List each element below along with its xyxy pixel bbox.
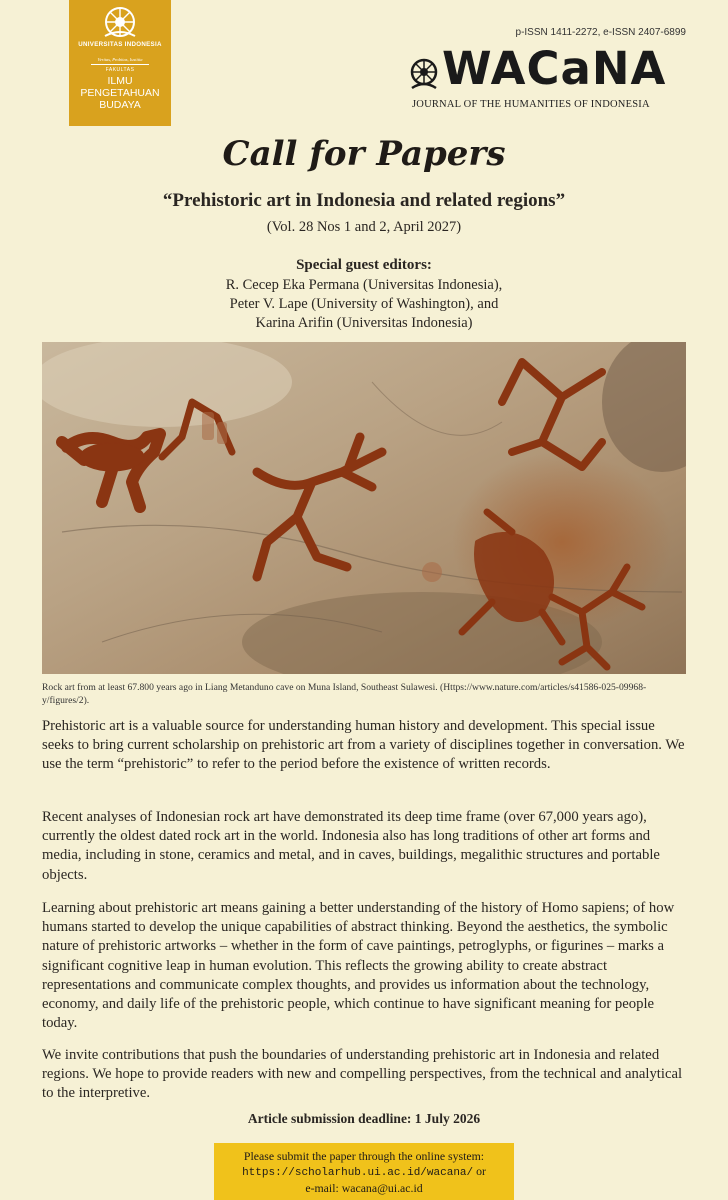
issue-theme: “Prehistoric art in Indonesia and related regions” <box>162 190 566 211</box>
wacana-seal-icon <box>408 56 440 92</box>
editor-line: Peter V. Lape (University of Washington), and <box>229 296 499 312</box>
submission-info-bar <box>214 1143 514 1200</box>
editor-line: R. Cecep Eka Permana (Universitas Indonesia), <box>225 277 503 293</box>
editors-label: Special guest editors: <box>296 257 432 273</box>
makara-seal-icon <box>99 6 141 40</box>
volume-info: (Vol. 28 Nos 1 and 2, April 2027) <box>266 219 462 235</box>
logo-divider <box>91 64 149 65</box>
submit-instruction: Please submit the paper through the online system: <box>243 1149 485 1163</box>
faculty-name-line: ILMU <box>107 75 133 87</box>
editor-line: Karina Arifin (Universitas Indonesia) <box>255 315 473 331</box>
submission-url-link[interactable]: https://scholarhub.ui.ac.id/wacana/ <box>242 1167 474 1179</box>
university-logo <box>69 0 171 126</box>
call-for-papers-heading: Call for Papers <box>222 134 506 174</box>
issn-text: p-ISSN 1411-2272, e-ISSN 2407-6899 <box>515 27 686 38</box>
rock-art-photo <box>42 342 686 674</box>
journal-title: WACaNA <box>442 42 667 95</box>
body-paragraph: Recent analyses of Indonesian rock art have demonstrated its deep time frame (over 67,000 years ago), currently the oldest dated rock art in the world. Indonesia also has long traditions of other art forms and media, including in stone, ceramics and metal, and in caves, buildings, megalithic structures and portable objects. <box>42 809 660 883</box>
image-caption: Rock art from at least 67.800 years ago in Liang Metanduno cave on Muna Island, Southeast Sulawesi. (Https://www.nature.com/articles/s41586-025-09968-y/figures/2). <box>42 682 647 706</box>
submission-deadline: Article submission deadline: 1 July 2026 <box>247 1111 481 1126</box>
faculty-name-line: PENGETAHUAN <box>80 87 160 99</box>
faculty-name <box>69 75 171 111</box>
body-paragraph: Prehistoric art is a valuable source for understanding human history and development. This special issue seeks to bring current scholarship on prehistoric art from a variety of disciplines together in conversation. We use the term “prehistoric” to refer to the period before the existence of written records. <box>42 718 685 773</box>
submit-url-line <box>214 1164 514 1181</box>
body-paragraph: We invite contributions that push the boundaries of understanding prehistoric art in Indonesia and related regions. We hope to provide readers with new and compelling perspectives, from the technical and analytical to the interpretive. <box>42 1047 683 1102</box>
university-motto: Veritas, Probitas, Iustitia <box>97 57 143 62</box>
faculty-label: FAKULTAS <box>105 67 135 73</box>
submit-or-text: or <box>476 1164 486 1178</box>
faculty-name-line: BUDAYA <box>99 99 141 111</box>
university-name: UNIVERSITAS INDONESIA <box>78 41 162 48</box>
journal-subtitle: JOURNAL OF THE HUMANITIES OF INDONESIA <box>412 99 650 110</box>
body-paragraph: Learning about prehistoric art means gaining a better understanding of the history of Homo sapiens; of how humans started to develop the unique capabilities of abstract thinking. Beyond the aesthetics, the symbolic nature of prehistoric artworks – whether in the form of cave paintings, petroglyphs, or figurines – marks a significant cognitive leap in human evolution. This reflects the growing ability to create abstract representations and communicate complex thoughts, and provides us information about the technology, economy, and daily life of the prehistoric people, which continue to have significant meaning for people today. <box>42 900 675 1032</box>
submission-email-link[interactable]: e-mail: wacana@ui.ac.id <box>305 1181 423 1195</box>
